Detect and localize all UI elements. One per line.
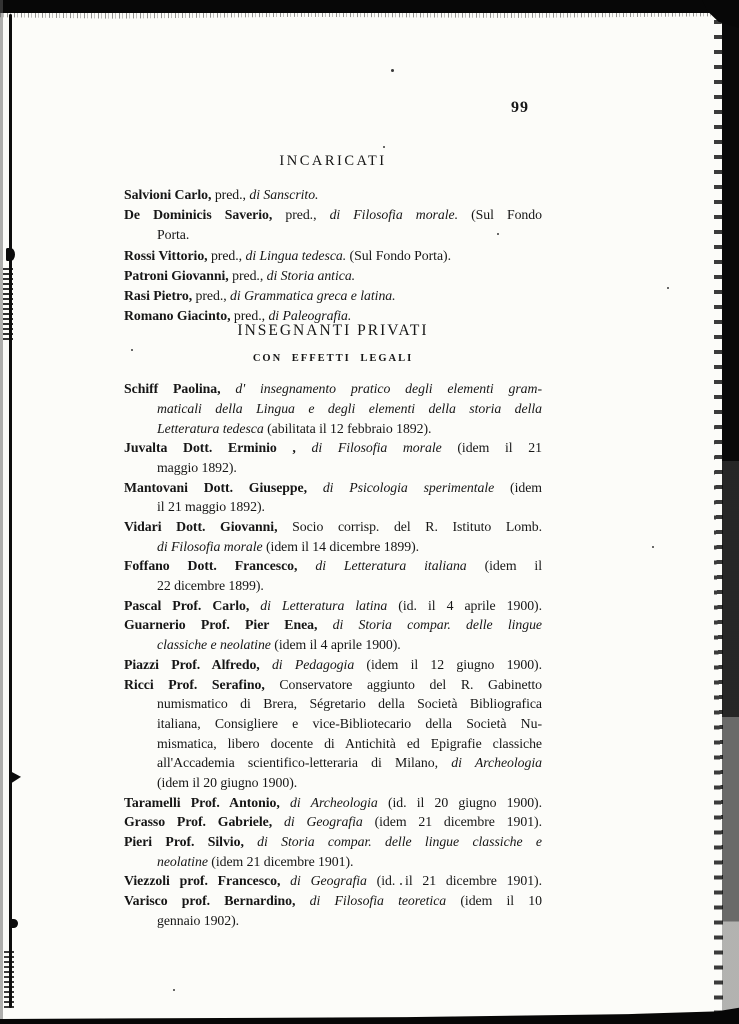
text-segment: maggio 1892). xyxy=(157,460,237,476)
text-segment: italiana, Consigliere e vice-Bibliotecario della Società Nu- xyxy=(157,715,542,731)
text-segment: di Psicologia sperimentale xyxy=(307,479,495,495)
text-segment: (idem xyxy=(494,479,542,495)
text-line xyxy=(124,225,542,245)
text-line xyxy=(124,205,542,225)
text-segment: di Pedagogia xyxy=(259,656,355,672)
text-segment: di Sanscrito. xyxy=(249,187,319,202)
text-line xyxy=(124,675,542,695)
section-2 xyxy=(124,320,542,930)
text-segment: di Filosofia morale xyxy=(157,538,263,554)
text-segment: Rossi Vittorio, xyxy=(124,247,208,263)
text-line xyxy=(124,458,542,478)
text-line xyxy=(124,812,542,832)
text-line xyxy=(124,635,542,655)
text-segment: di Filosofia teoretica xyxy=(295,892,447,908)
text-segment: (idem il xyxy=(466,558,542,574)
section-subheading: CON EFFETTI LEGALI xyxy=(252,353,414,365)
text-line xyxy=(124,615,542,635)
text-line xyxy=(124,891,542,911)
text-segment: pred., xyxy=(211,187,250,202)
scan-border-bottom xyxy=(0,1006,739,1024)
text-segment: (idem il 10 xyxy=(446,892,542,908)
text-line xyxy=(124,379,542,399)
text-segment: all'Accademia scientifico-letteraria di Milano, xyxy=(157,755,452,771)
text-segment: neolatine xyxy=(157,853,208,869)
text-segment: Porta. xyxy=(157,227,190,243)
text-segment: di Paleografia. xyxy=(268,308,352,324)
text-segment: di Letteratura latina xyxy=(249,597,388,613)
section-heading: INSEGNANTI PRIVATI xyxy=(237,322,429,340)
text-line xyxy=(124,871,542,891)
text-segment: Grasso Prof. Gabriele, xyxy=(124,814,273,830)
text-segment: 22 dicembre 1899). xyxy=(157,578,264,594)
text-segment: (idem il 20 giugno 1900). xyxy=(157,774,298,790)
text-line xyxy=(124,852,542,872)
text-segment: (Sul Fondo Porta). xyxy=(346,247,451,263)
text-segment: De Dominicis Saverio, xyxy=(124,207,273,223)
text-segment: Vidari Dott. Giovanni, xyxy=(124,519,278,535)
text-line xyxy=(124,734,542,754)
text-line xyxy=(124,753,542,773)
text-segment: Schiff Paolina, xyxy=(124,381,221,397)
text-segment: di Geografia xyxy=(280,873,367,889)
scan-blob-left-2 xyxy=(10,771,21,784)
text-segment: d' insegnamento pratico degli elementi gram- xyxy=(220,381,542,397)
text-segment: Guarnerio Prof. Pier Enea, xyxy=(124,617,318,633)
text-line xyxy=(124,246,542,266)
scan-speck xyxy=(652,546,654,548)
text-column xyxy=(124,0,542,930)
text-segment: (idem il 4 aprile 1900). xyxy=(270,637,401,653)
scan-smudge-left-upper xyxy=(3,268,13,340)
text-segment: numismatico di Brera, Ségretario della Società Bibliografica xyxy=(157,696,542,712)
text-segment: gennaio 1902). xyxy=(157,912,240,928)
text-segment: di Storia compar. delle lingue classiche e xyxy=(243,833,542,849)
text-segment: (Sul Fondo xyxy=(457,207,542,223)
text-segment: Patroni Giovanni, xyxy=(124,267,229,283)
text-segment: pred., xyxy=(207,247,246,263)
text-segment: Foffano Dott. Francesco, xyxy=(124,558,298,574)
text-segment: Viezzoli prof. Francesco, xyxy=(124,873,281,889)
text-segment: di Archeologia xyxy=(279,794,378,810)
text-segment: di Grammatica greca e latina. xyxy=(230,288,396,304)
text-line xyxy=(124,419,542,439)
text-segment: pred., xyxy=(272,207,330,223)
text-segment: (id. il 21 dicembre 1901). xyxy=(366,873,542,889)
text-line xyxy=(124,497,542,517)
scan-blob-left-3 xyxy=(10,919,18,928)
text-segment: Romano Giacinto, xyxy=(124,308,231,324)
text-line xyxy=(124,911,542,931)
text-segment: Conservatore aggiunto del R. Gabinetto xyxy=(264,676,542,692)
section-1 xyxy=(124,150,542,326)
text-line xyxy=(124,596,542,616)
text-line xyxy=(124,286,542,306)
text-segment: classiche e neolatine xyxy=(157,637,271,653)
text-line xyxy=(124,185,542,205)
text-segment: di Filosofia morale xyxy=(295,440,442,456)
text-segment: di Geografia xyxy=(272,814,363,830)
text-segment: pred., xyxy=(228,267,267,283)
text-line xyxy=(124,478,542,498)
text-line xyxy=(124,793,542,813)
entry-list xyxy=(124,185,542,326)
text-segment: Piazzi Prof. Alfredo, xyxy=(124,656,260,672)
scan-noise-right xyxy=(714,0,723,1024)
text-line xyxy=(124,694,542,714)
text-segment: di Storia compar. delle lingue xyxy=(317,617,542,633)
text-segment: (id. il 4 aprile 1900). xyxy=(387,597,542,613)
scan-edge-left xyxy=(0,0,3,1024)
text-segment: (idem 21 dicembre 1901). xyxy=(362,814,542,830)
text-segment: di Archeologia xyxy=(451,755,542,771)
scan-border-right xyxy=(722,0,739,1024)
text-segment: pred., xyxy=(230,308,269,324)
text-line xyxy=(124,517,542,537)
page-number: 99 xyxy=(511,99,529,116)
text-segment: di Filosofia morale. xyxy=(329,207,458,223)
text-segment: Socio corrisp. del R. Istituto Lomb. xyxy=(277,519,542,535)
scan-line-left xyxy=(9,14,12,1008)
text-segment: maticali della Lingua e degli elementi della storia della xyxy=(157,401,542,417)
text-line xyxy=(124,655,542,675)
text-segment: Varisco prof. Bernardino, xyxy=(124,892,296,908)
scan-speck xyxy=(173,989,175,991)
text-segment: (idem il 12 giugno 1900). xyxy=(354,656,542,672)
text-segment: (idem il 14 dicembre 1899). xyxy=(262,538,420,554)
text-segment: Taramelli Prof. Antonio, xyxy=(124,794,280,810)
text-segment: il 21 maggio 1892). xyxy=(157,499,265,515)
scan-speck xyxy=(667,287,669,289)
text-segment: Letteratura tedesca xyxy=(157,420,264,436)
scan-smudge-left-lower xyxy=(4,948,14,1008)
text-segment: di Lingua tedesca. xyxy=(245,247,347,263)
text-line xyxy=(124,438,542,458)
text-line xyxy=(124,537,542,557)
text-line xyxy=(124,714,542,734)
entry-list xyxy=(124,379,542,930)
text-segment: (id. il 20 giugno 1900). xyxy=(377,794,542,810)
text-segment: mismatica, libero docente di Antichità ed Epigrafie classiche xyxy=(157,735,542,751)
text-segment: di Letteratura italiana xyxy=(297,558,467,574)
text-line xyxy=(124,399,542,419)
text-segment: pred., xyxy=(192,288,231,304)
text-segment: di Storia antica. xyxy=(266,267,356,283)
section-heading: INCARICATI xyxy=(279,153,387,169)
text-segment: Salvioni Carlo, xyxy=(124,187,212,202)
text-segment: Pascal Prof. Carlo, xyxy=(124,597,250,613)
text-line xyxy=(124,773,542,793)
text-segment: (idem 21 dicembre 1901). xyxy=(207,853,354,869)
text-line xyxy=(124,266,542,286)
text-line xyxy=(124,576,542,596)
text-segment: Juvalta Dott. Erminio , xyxy=(124,440,296,456)
text-segment: (idem il 21 xyxy=(441,440,542,456)
text-segment: Rasi Pietro, xyxy=(124,288,193,304)
text-segment: Pieri Prof. Silvio, xyxy=(124,833,244,849)
text-line xyxy=(124,832,542,852)
text-segment: (abilitata il 12 febbraio 1892). xyxy=(263,420,432,436)
text-segment: Ricci Prof. Serafino, xyxy=(124,676,265,692)
text-line xyxy=(124,556,542,576)
text-segment: Mantovani Dott. Giuseppe, xyxy=(124,479,308,495)
scan-blob-left-1 xyxy=(6,248,15,261)
